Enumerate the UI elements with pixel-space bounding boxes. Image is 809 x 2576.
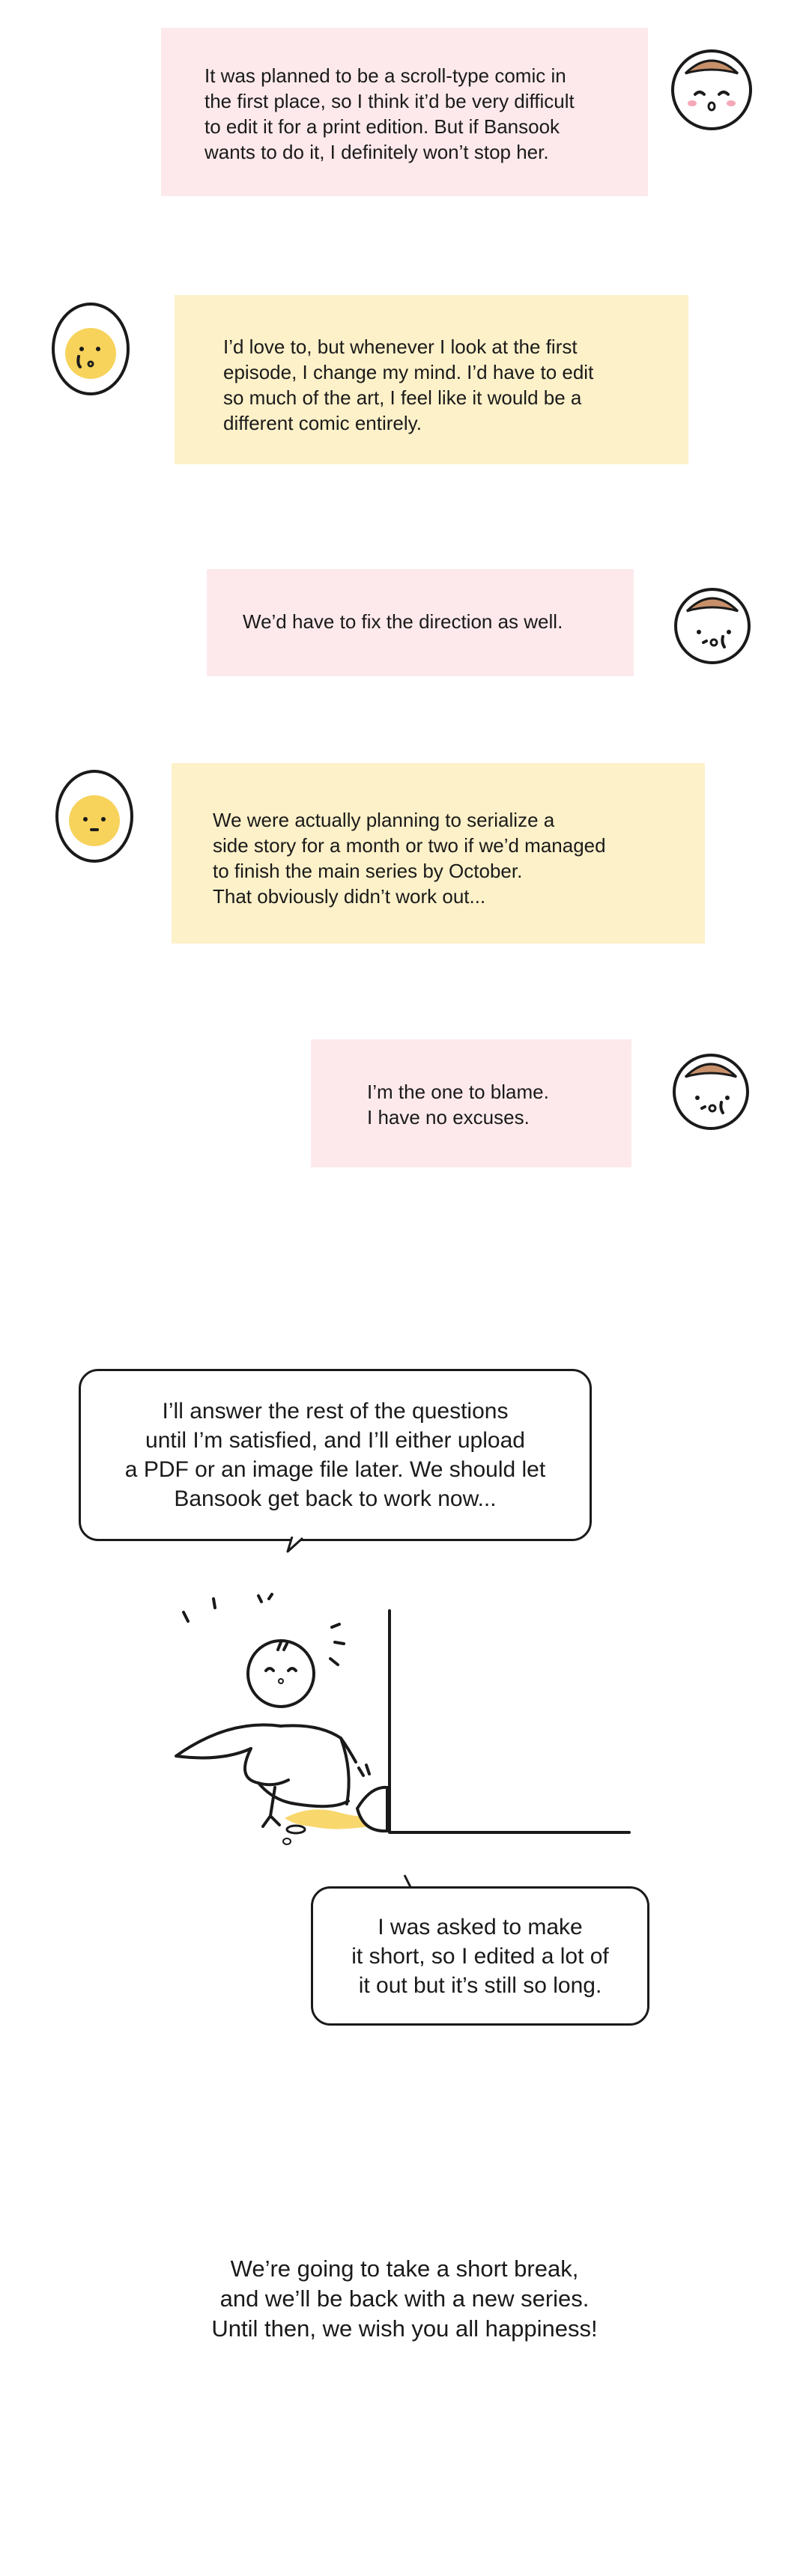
dialogue-panel-3 (207, 569, 634, 676)
dialogue-text-2: I’d love to, but whenever I look at the first episode, I change my mind. I’d have to edit so much of the art, I feel like it would be a different comic entirely. (223, 335, 594, 434)
speech-bubble-tail-1 (285, 1537, 315, 1555)
bansook-sad-avatar-icon (669, 1048, 753, 1132)
closing-message: We’re going to take a short break, and we’ll be back with a new series. Until then, we wish you all happiness! (211, 2255, 598, 2342)
dialogue-panel-2 (175, 295, 688, 464)
dialogue-panel-1 (161, 28, 648, 196)
dialogue-panel-4 (172, 763, 705, 944)
dialogue-panel-5 (311, 1039, 631, 1167)
dialogue-text-5: I’m the one to blame. I have no excuses. (367, 1081, 549, 1128)
bansook-happy-avatar-icon (667, 43, 757, 133)
speech-bubble-2 (311, 1886, 649, 2026)
speech-bubble-1 (79, 1369, 592, 1541)
egg-crying-avatar-icon (49, 300, 133, 397)
egg-neutral-avatar-icon (52, 767, 136, 864)
dialogue-text-4: We were actually planning to serialize a side story for a month or two if we’d managed to finish the main series by October. That obviously didn’t work out... (213, 809, 606, 908)
bansook-sad-avatar-icon (670, 583, 754, 666)
dialogue-text-1: It was planned to be a scroll-type comic in the first place, so I think it’d be very difficult to edit it for a print edition. But if Bansook wants to do it, I definitely won’t stop her. (204, 64, 575, 163)
speech-bubble-text-2: I was asked to make it short, so I edited a lot of it out but it’s still so long. (351, 1914, 609, 1998)
speech-bubble-text-1: I’ll answer the rest of the questions until I’m satisfied, and I’ll either upload a PDF or an image file later. We should let Bansook get back to work now... (124, 1399, 546, 1511)
bansook-stepping-on-egg-illustration (161, 1591, 640, 1861)
dialogue-text-3: We’d have to fix the direction as well. (243, 610, 563, 633)
